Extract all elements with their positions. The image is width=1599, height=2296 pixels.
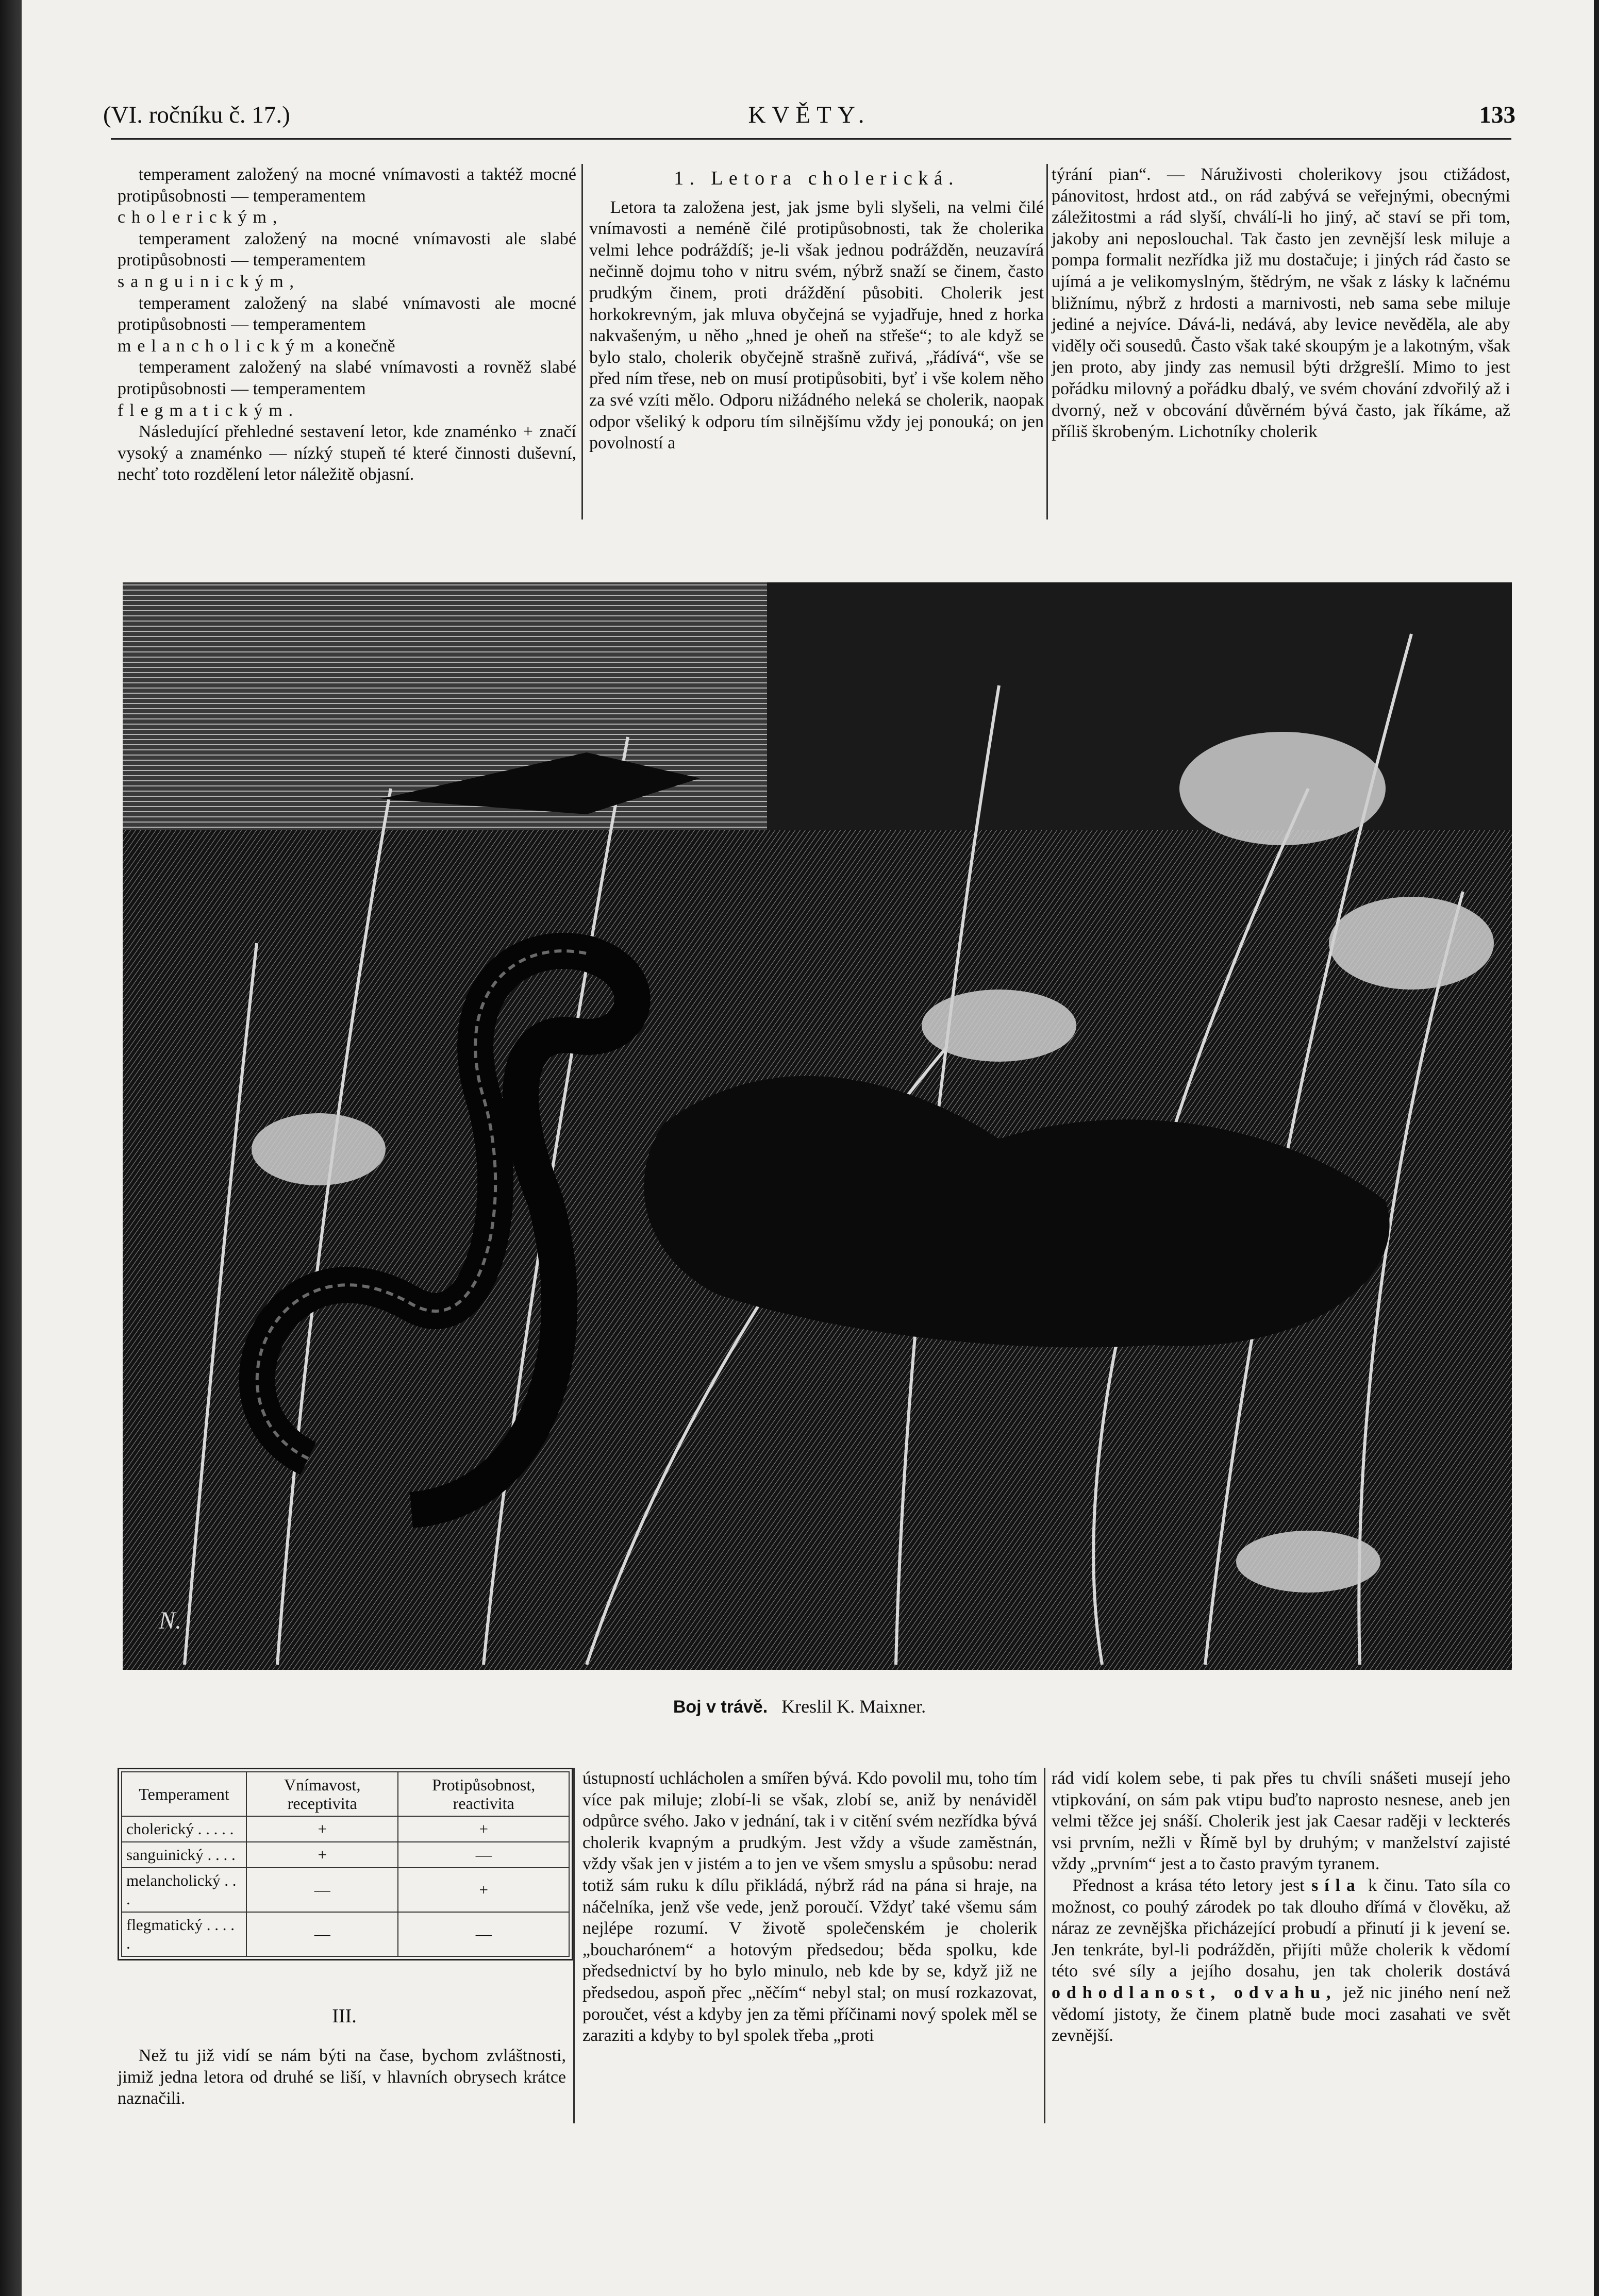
- header-rule: [111, 138, 1511, 140]
- row-label: sanguinický . . . .: [122, 1842, 246, 1868]
- cell-receptivity: —: [246, 1912, 398, 1956]
- term-melancholic: melancholickým: [118, 336, 321, 356]
- bottom-column-2: [582, 1768, 1037, 2047]
- definition-phlegmatic: temperament založený na slabé vnímavosti a rovněž slabé protipůsobnosti — temperamentem flegmatickým.: [118, 358, 576, 420]
- choleric-strength-paragraph: Přednost a krása této letory jest síla k činu. Tato síla co možnost, co pouhý zárodek po tak dlouho dřímá v člověku, až náraz ze zevnějška přicházející probudí a přinutí ji k jevení se. Jen tenkráte, byl-li podrážděn, přijíti může cholerik k vědomí této své síly a jejího dosahu, jen tak cholerik dostává odhodlanost, odvahu, jež nic jiného není než vědomí jistoty, že činem platně bude moci zasahati ve svět zevnější.: [1052, 1875, 1510, 2046]
- top-column-2: [589, 164, 1044, 454]
- choleric-humor-paragraph: rád vidí kolem sebe, ti pak přes tu chvíli snášeti musejí jeho vtipkování, on sám pak vtipu buďto naprosto nesnese, aneb jen velmi těžce jej snáší. Cholerik jest jak Caesar raději v leckterés vsi prvním, nežli v Římě byl by druhým; v manželství zajisté vždy „prvním“ jest a to často pravým tyranem.: [1052, 1769, 1510, 1874]
- column-divider: [1046, 164, 1048, 519]
- caption-title: Boj v trávě.: [673, 1697, 768, 1717]
- section-intro-paragraph: Než tu již vidí se nám býti na čase, bychom zvláštnosti, jimiž jedna letora od druhé se liší, v hlavních obrysech krátce naznačili.: [118, 2046, 566, 2108]
- table-row: [122, 1842, 569, 1868]
- journal-title: KVĚTY.: [748, 102, 871, 128]
- caption-credit: Kreslil K. Maixner.: [781, 1696, 926, 1717]
- term-phlegmatic: flegmatickým.: [118, 400, 299, 420]
- col-header-reactivity: Protipůsobnost, reactivita: [398, 1772, 569, 1816]
- cell-receptivity: +: [246, 1816, 398, 1842]
- row-label: cholerický . . . . .: [122, 1816, 246, 1842]
- definition-sanguine: temperament založený na mocné vnímavosti ale slabé protipůsobnosti — temperamentem sanguinickým,: [118, 229, 576, 291]
- sky-area: [123, 582, 767, 850]
- table-row: [122, 1816, 569, 1842]
- col-header-receptivity: Vnímavost, receptivita: [246, 1772, 398, 1816]
- definition-choleric: temperament založený na mocné vnímavosti a taktéž mocné protipůsobnosti — temperamentem cholerickým,: [118, 165, 576, 227]
- row-label: melancholický . . .: [122, 1868, 246, 1912]
- top-column-3: [1052, 164, 1510, 443]
- table-row: [122, 1912, 569, 1956]
- book-binding-edge: [0, 0, 22, 2296]
- temperament-table: [121, 1771, 570, 1957]
- cell-reactivity: +: [398, 1816, 569, 1842]
- bottom-column-3: [1052, 1768, 1510, 2047]
- term-strength: síla: [1311, 1875, 1361, 1895]
- section-heading-choleric: 1. Letora cholerická.: [674, 167, 959, 189]
- cell-reactivity: —: [398, 1842, 569, 1868]
- cell-receptivity: —: [246, 1868, 398, 1912]
- bottom-column-1: [118, 2045, 566, 2109]
- col-header-temperament: Temperament: [122, 1772, 246, 1816]
- row-label: flegmatický . . . . .: [122, 1912, 246, 1956]
- top-column-1: [118, 164, 576, 485]
- figure-caption: [0, 1696, 1599, 1717]
- term-resolve: odhodlanost, odvahu,: [1052, 1983, 1337, 2002]
- running-header: [103, 100, 1515, 137]
- volume-issue-label: (VI. ročníku č. 17.): [103, 102, 290, 128]
- term-sanguine: sanguinickým,: [118, 272, 300, 291]
- engraving-image: [123, 582, 1512, 1670]
- page-number: 133: [1479, 102, 1515, 128]
- definition-melancholic: temperament založený na slabé vnímavosti ale mocné protipůsobnosti — temperamentem melancholickým a konečně: [118, 293, 576, 356]
- table-intro-paragraph: Následující přehledné sestavení letor, kde znaménko + značí vysoký a znaménko — nízký stupeň té které činnosti duševní, nechť toto rozdělení letor náležitě objasní.: [118, 422, 576, 484]
- temperament-table-frame: [118, 1768, 573, 1960]
- cell-receptivity: +: [246, 1842, 398, 1868]
- table-row: [122, 1868, 569, 1912]
- section-number: III.: [332, 2005, 357, 2027]
- choleric-passions-paragraph: týrání pian“. — Náruživosti cholerikovy jsou ctižádost, pánovitost, hrdost atd., on rád zabývá se veřejnými, obecnými záležitostmi a rád slyší, chválí-li ho jiný, ač staví se při tom, jakoby ani neposlouchal. Tak často jen zevnější lesk miluje a pompa formalit nezřídka již mu dostačuje; i jiných rád často se ujímá a je velikomyslným, štědrým, ne však z lásky k lačnému bližnímu, nýbrž z hrdosti a marnivosti, neb sama sebe miluje jediné a nejvíce. Dává-li, nedává, aby levice nevěděla, ale aby viděly oči sousedů. Často však také skoupým je a lakotným, však jen proto, aby jindy zas nemusil býti držgrešlí. Mimo to jest pořádku milovný a pořádku dbalý, ve svém chování zdvořilý až i dvorný, než v obcování důvěrném bývá často, jak říkáme, až příliš škrobeným. Lichotníky cholerik: [1052, 165, 1510, 442]
- column-divider: [1044, 1768, 1045, 2123]
- cell-reactivity: —: [398, 1912, 569, 1956]
- artist-monogram: N.: [159, 1607, 182, 1634]
- choleric-society-paragraph: ústupností uchlácholen a smířen bývá. Kdo povolil mu, toho tím více pak miluje; zlobí-li se však, zlobí se, aniž by nenáviděl odpůrce svého. Jako v jednání, tak i v citění svém nezřídka bývá cholerik kvapným a prudkým. Jest vždy a všude zaměstnán, vždy však jen v jistém a to jen ve všem smyslu a spůsobu: nerad totiž sám ruku k dílu přikládá, nýbrž rád na pána si hraje, na náčelníka, jenž vše vede, jenž poroučí. Vždyť také všemu sám nejlépe rozumí. V životě společenském je cholerik „boucharónem“ a hotovým předsedou; běda spolku, kde předsednictví by ho bylo minulo, neb kde by se, když již ne předsedou, aspoň přec „něčím“ nebyl stal; on musí rozkazovat, poroučet, vést a kdyby jen za těmi příčinami nový spolek měl se zaraziti a kdyby to byl spolek třeba „proti: [582, 1769, 1037, 2046]
- term-choleric: cholerickým,: [118, 208, 284, 227]
- choleric-paragraph: Letora ta založena jest, jak jsme byli slyšeli, na velmi čilé vnímavosti a neméně čilé protipůsobnosti, tak že cholerika velmi lehce podráždíš; je-li však jednou podrážděn, neuzavírá nečinně dojmu toho v nitru svém, nýbrž snaží se činem, často prudkým činem, proti dráždění působiti. Cholerik jest horkokrevným, jak mluva obyčejná se vyjadřuje, hned z horka nakvašeným, u něho „hned je oheň na střeše“; to ale když se bylo stalo, cholerik obyčejně strašně zuřivá, „řádívá“, vše se před ním třese, neb on musí protipůsobiti, byť i vše kolem něho za své vzíti mělo. Odporu nižádného neleká se cholerik, naopak odpor všeliký k odporu tím silnějšímu vždy jej ponouká; on jen povolností a: [589, 197, 1044, 453]
- column-divider: [573, 1768, 575, 2123]
- engraving-snake-and-weasel: [123, 582, 1512, 1670]
- page-edge-shadow: [1594, 0, 1599, 2296]
- column-divider: [581, 164, 583, 519]
- cell-reactivity: +: [398, 1868, 569, 1912]
